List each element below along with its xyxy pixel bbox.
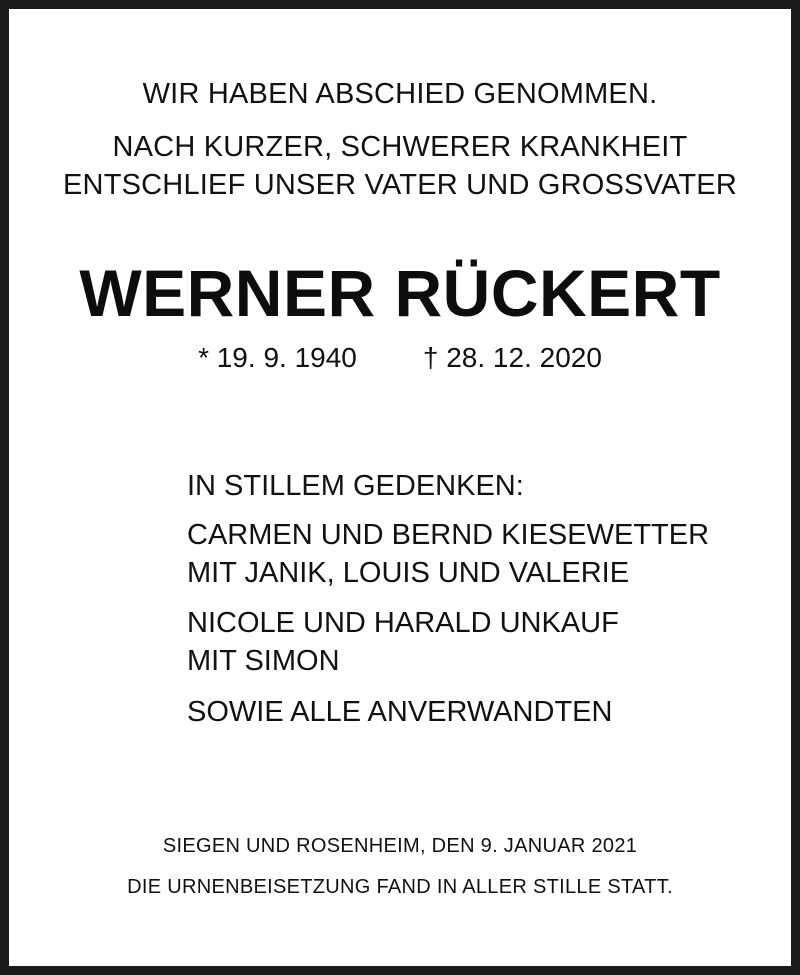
- mourner-family-2-line-2: MIT SIMON: [187, 645, 340, 677]
- mourner-family-2-line-1: NICOLE UND HARALD UNKAUF: [187, 607, 619, 639]
- mourner-others: SOWIE ALLE ANVERWANDTEN: [187, 696, 613, 728]
- place-and-date: SIEGEN UND ROSENHEIM, DEN 9. JANUAR 2021: [162, 835, 638, 857]
- burial-note: DIE URNENBEISETZUNG FAND IN ALLER STILLE STATT.: [127, 876, 673, 898]
- announcement-line-2: ENTSCHLIEF UNSER VATER UND GROSSVATER: [63, 169, 737, 201]
- life-dates: [0, 344, 800, 372]
- mourner-family-1-line-2: MIT JANIK, LOUIS UND VALERIE: [187, 557, 630, 589]
- death-date: † 28. 12. 2020: [422, 342, 602, 373]
- deceased-name: WERNER RÜCKERT: [79, 256, 721, 330]
- mourner-family-1-line-1: CARMEN UND BERND KIESEWETTER: [187, 519, 710, 551]
- birth-date: * 19. 9. 1940: [198, 342, 357, 373]
- mourners-heading: IN STILLEM GEDENKEN:: [187, 470, 524, 502]
- announcement-heading: WIR HABEN ABSCHIED GENOMMEN.: [142, 78, 658, 110]
- announcement-line-1: NACH KURZER, SCHWERER KRANKHEIT: [112, 131, 688, 163]
